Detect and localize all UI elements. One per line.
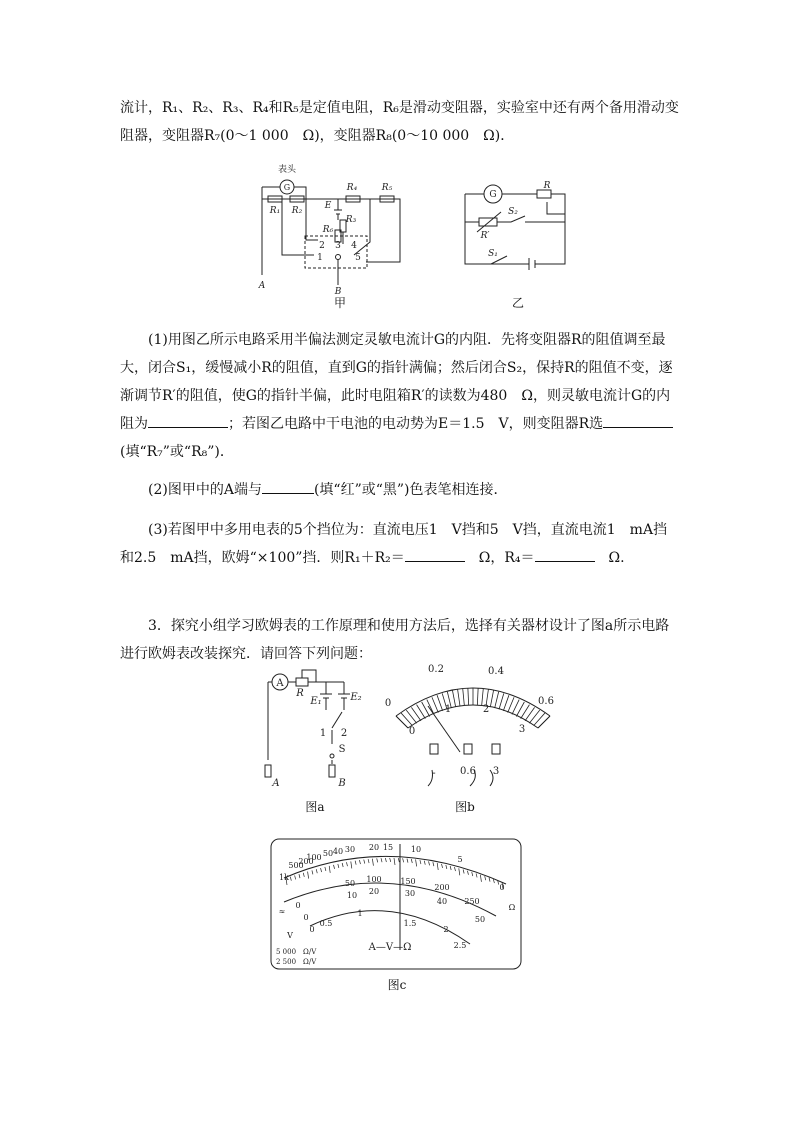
dial-hatch [495, 692, 499, 708]
dial-tick [398, 858, 399, 862]
svg-text:E₁: E₁ [310, 696, 322, 707]
dial-hatch [401, 713, 412, 726]
svg-text:R₆: R₆ [322, 225, 334, 235]
dial-tick [437, 863, 438, 870]
svg-text:0.6: 0.6 [538, 696, 554, 707]
intro-paragraph: 流计，R₁、R₂、R₃、R₄和R₅是定值电阻，R₆是滑动变阻器，实验室中还有两个备用滑动变阻器，变阻器R₇(0～1 000 Ω)，变阻器R₈(0～10 000 Ω)． [120, 100, 679, 144]
question-3: (3)若图甲中多用电表的5个挡位为：直流电压1 V挡和5 V挡，直流电流1 mA挡和2.5 mA挡，欧姆“×100”挡．则R₁＋R₂＝ Ω，R₄＝ Ω. [120, 522, 668, 566]
dial-hatch [508, 697, 514, 712]
svg-text:50: 50 [322, 849, 334, 858]
dial-tick [372, 859, 373, 866]
svg-text:5: 5 [355, 253, 361, 263]
dial-tick [420, 860, 421, 864]
svg-text:2: 2 [319, 241, 325, 251]
svg-text:B: B [338, 778, 346, 789]
svg-text:10: 10 [346, 891, 358, 900]
svg-text:2: 2 [443, 925, 449, 934]
dial-tick [407, 859, 408, 863]
svg-text:A: A [276, 678, 284, 689]
svg-text:40: 40 [436, 897, 448, 906]
circuit-figure-a [258, 660, 368, 795]
dial-tick [316, 869, 317, 873]
dial-tick [346, 862, 347, 866]
svg-text:R₃: R₃ [345, 215, 357, 225]
dial-tick [364, 860, 365, 864]
dial-tick [416, 859, 417, 866]
svg-text:40: 40 [332, 847, 344, 856]
dial-tick [312, 870, 313, 874]
dial-tick [394, 858, 395, 865]
svg-text:5: 5 [457, 855, 463, 864]
dial-hatch [499, 693, 504, 709]
svg-text:3: 3 [335, 241, 341, 251]
meter-function-label: A—V—Ω [368, 942, 412, 953]
svg-text:3: 3 [518, 724, 526, 735]
dial-tick [359, 860, 360, 864]
svg-text:3: 3 [492, 766, 500, 777]
dial-tick [424, 861, 425, 865]
svg-text:20: 20 [368, 887, 380, 896]
svg-text:0.2: 0.2 [428, 664, 444, 675]
dial-hatch [463, 689, 465, 706]
svg-text:200: 200 [298, 857, 314, 866]
answer-blank-2[interactable] [262, 477, 314, 494]
dial-tick [442, 864, 443, 868]
dial-tick [329, 866, 330, 873]
dial-tick [476, 873, 477, 877]
svg-text:2 500 Ω/V: 2 500 Ω/V [276, 958, 317, 966]
svg-text:0: 0 [295, 901, 301, 910]
circuit-figure-yi [455, 178, 585, 278]
dial-hatch [396, 716, 408, 728]
svg-text:R: R [296, 688, 304, 699]
svg-text:0: 0 [303, 913, 309, 922]
dial-tick [446, 865, 447, 869]
dial-hatch [458, 689, 460, 706]
svg-text:5 000 Ω/V: 5 000 Ω/V [276, 948, 317, 956]
svg-text:0: 0 [309, 925, 315, 934]
svg-text:R₂: R₂ [291, 206, 303, 216]
dial-tick [433, 862, 434, 866]
svg-text:20: 20 [368, 843, 380, 852]
svg-text:S₂: S₂ [508, 207, 518, 217]
dial-hatch [490, 690, 493, 707]
galvanometer-label: G [283, 183, 291, 192]
caption-jia: 甲 [333, 296, 346, 310]
dial-tick [385, 858, 386, 862]
dial-tick [342, 863, 343, 867]
svg-text:2: 2 [482, 704, 490, 715]
svg-text:R₄: R₄ [346, 183, 358, 193]
svg-text:A: A [258, 281, 266, 291]
dial-hatch [482, 689, 484, 706]
svg-text:1.5: 1.5 [403, 919, 417, 928]
dial-tick [390, 858, 391, 862]
dial-tick [493, 879, 494, 883]
dial-hatch [534, 713, 545, 726]
caption-yi: 乙 [511, 296, 524, 310]
svg-text:0: 0 [384, 698, 392, 709]
caption-fig-c: 图c [387, 978, 407, 992]
svg-text:B: B [334, 287, 342, 297]
dial-tick [467, 871, 468, 875]
ammeter-dial-figure-b [378, 660, 568, 790]
circuit-figure-jia [250, 160, 420, 310]
svg-text:S: S [338, 744, 346, 755]
svg-text:0.5: 0.5 [319, 919, 333, 928]
svg-text:G: G [489, 190, 497, 200]
svg-text:100: 100 [366, 875, 382, 884]
svg-text:0.4: 0.4 [488, 666, 504, 677]
svg-text:2: 2 [340, 728, 348, 739]
svg-text:A: A [272, 778, 280, 789]
svg-text:S₁: S₁ [488, 249, 498, 259]
answer-blank-1b[interactable] [603, 411, 673, 428]
svg-text:100: 100 [306, 853, 322, 862]
question-2: (2)图甲中的A端与 (填“红”或“黑”)色表笔相连接． [120, 476, 680, 504]
dc-ac-symbol: ≈ [278, 907, 286, 916]
dial-tick [489, 878, 490, 882]
svg-text:1: 1 [444, 704, 452, 715]
dial-tick [295, 875, 296, 879]
dial-hatch [538, 716, 550, 728]
dial-tick [411, 859, 412, 863]
multimeter-dial-figure-c [270, 838, 522, 970]
svg-text:1: 1 [317, 253, 323, 263]
dial-tick [472, 872, 473, 876]
dial-tick [308, 872, 309, 879]
dial-tick [368, 859, 369, 863]
svg-text:1k: 1k [279, 873, 289, 882]
label-biaotou: 表头 [277, 165, 297, 175]
svg-text:E: E [324, 201, 332, 211]
dial-hatch [477, 688, 478, 705]
svg-text:-: - [432, 768, 436, 779]
svg-text:0.6: 0.6 [460, 766, 476, 777]
dial-tick [480, 875, 481, 882]
dial-tick [450, 866, 451, 870]
dial-tick [325, 867, 326, 871]
svg-text:30: 30 [344, 845, 356, 854]
dial-tick [351, 861, 352, 868]
dial-hatch [512, 700, 519, 715]
dial-hatch [437, 695, 443, 711]
answer-blank-3a[interactable] [405, 545, 465, 562]
svg-text:4: 4 [351, 241, 357, 251]
dial-tick [463, 869, 464, 873]
svg-text:V: V [287, 931, 293, 940]
svg-text:200: 200 [434, 883, 450, 892]
svg-text:30: 30 [404, 889, 416, 898]
dial-hatch [432, 697, 438, 712]
svg-text:0: 0 [408, 726, 416, 737]
svg-text:2.5: 2.5 [453, 941, 467, 950]
svg-text:500: 500 [288, 861, 304, 870]
dial-tick [459, 868, 460, 875]
dial-hatch [468, 688, 469, 705]
dial-tick [290, 877, 291, 881]
svg-text:50: 50 [474, 915, 486, 924]
caption-fig-a: 图a [305, 800, 325, 814]
svg-text:150: 150 [400, 877, 416, 886]
dial-hatch [503, 695, 509, 711]
dial-tick [429, 861, 430, 865]
svg-text:R₁: R₁ [269, 206, 281, 216]
svg-text:250: 250 [464, 897, 480, 906]
dial-tick [377, 858, 378, 862]
answer-blank-3b[interactable] [535, 545, 595, 562]
ohm-symbol: Ω [508, 903, 516, 912]
svg-text:0: 0 [499, 883, 505, 892]
dial-tick [338, 864, 339, 868]
dial-tick [299, 874, 300, 878]
svg-text:1: 1 [319, 728, 327, 739]
dial-tick [303, 873, 304, 877]
svg-text:1: 1 [357, 909, 363, 918]
dial-tick [355, 861, 356, 865]
dial-tick [485, 876, 486, 880]
svg-text:E₂: E₂ [350, 692, 362, 703]
answer-blank-1a[interactable] [148, 411, 228, 428]
dial-hatch [427, 700, 434, 715]
dial-hatch [452, 690, 455, 707]
svg-text:R₅: R₅ [381, 183, 393, 193]
dial-tick [381, 858, 382, 862]
svg-text:15: 15 [382, 843, 394, 852]
dial-tick [321, 868, 322, 872]
svg-text:R′: R′ [480, 231, 490, 241]
svg-text:50: 50 [344, 879, 356, 888]
question-1: (1)用图乙所示电路采用半偏法测定灵敏电流计G的内阻．先将变阻器R的阻值调至最大，闭合S₁，缓慢减小R的阻值，直到G的指针满偏；然后闭合S₂，保持R的阻值不变，逐渐调节R′的阻值，使G的指针半偏，此时电阻箱R′的读数为480 Ω，则灵敏电流计G的内阻为 ；若图乙电路中干电池的电动势为E＝1.5 V，则变阻器R选(填“R₇”或“R₈”)． [120, 332, 673, 460]
dial-tick [454, 867, 455, 871]
caption-fig-b: 图b [455, 800, 475, 814]
problem-3: 3．探究小组学习欧姆表的工作原理和使用方法后，选择有关器材设计了图a所示电路进行欧姆表改装探究．请回答下列问题： [120, 618, 670, 662]
dial-tick [403, 858, 404, 862]
dial-tick [334, 865, 335, 869]
svg-text:10: 10 [410, 845, 422, 854]
svg-text:R: R [543, 181, 551, 191]
